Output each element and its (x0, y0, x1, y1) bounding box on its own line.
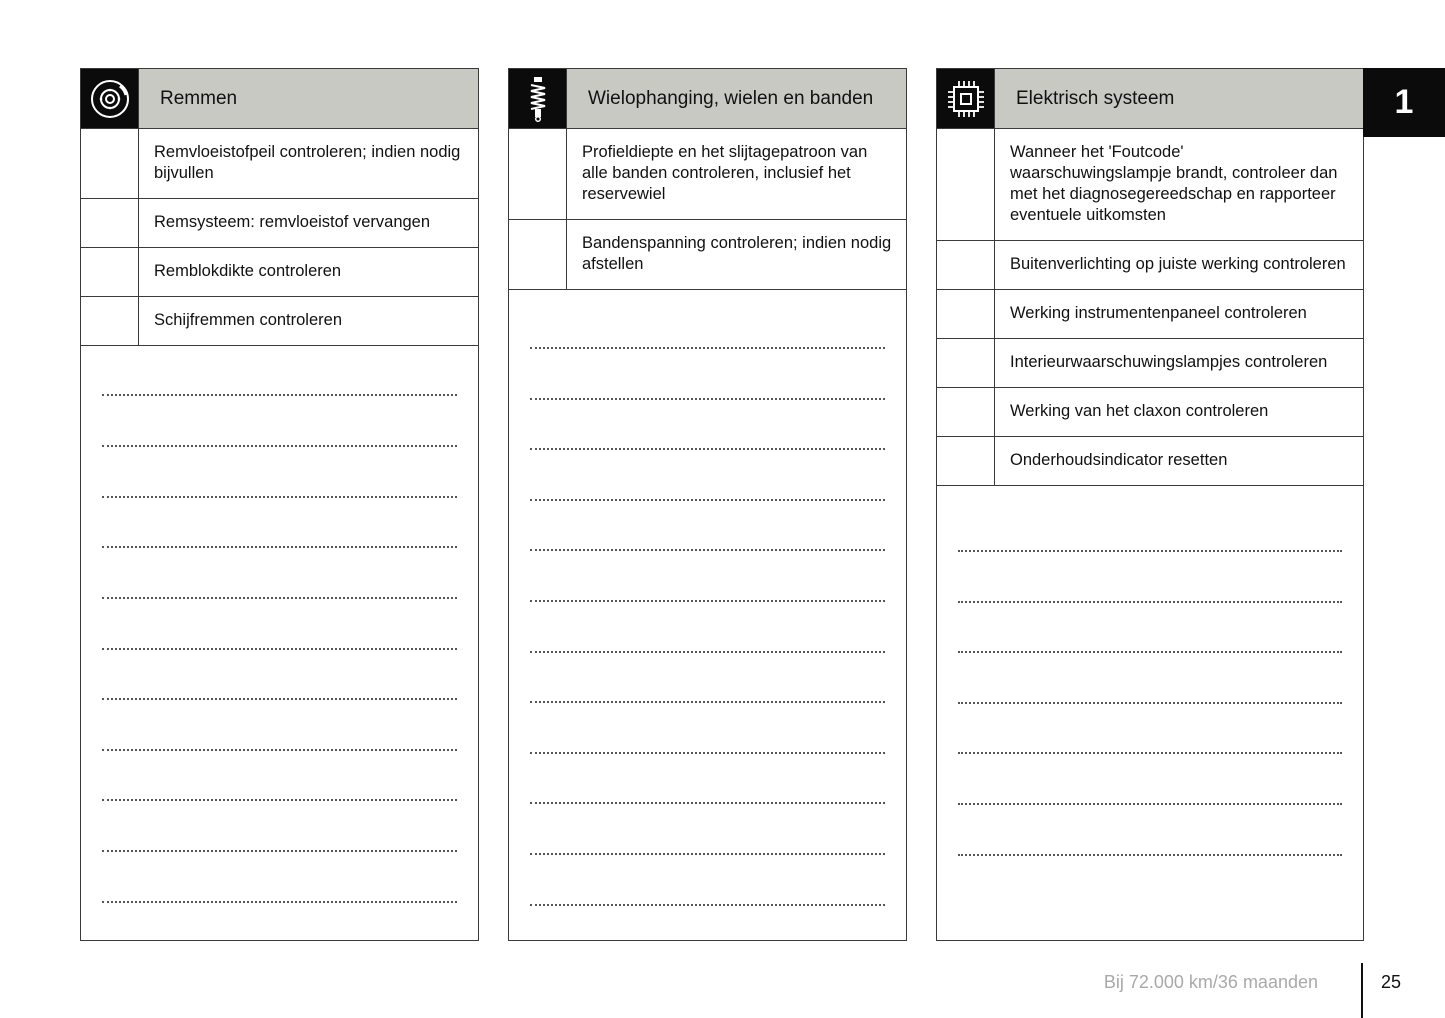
checkbox-cell[interactable] (81, 199, 138, 247)
section-title: Elektrisch systeem (994, 69, 1363, 128)
footer-divider (1361, 963, 1363, 1018)
note-line (530, 701, 885, 703)
checklist-item-text: Werking instrumentenpaneel controleren (994, 290, 1363, 338)
note-line (530, 347, 885, 349)
note-line (530, 853, 885, 855)
checklist-row (81, 297, 478, 346)
checkbox-cell[interactable] (81, 248, 138, 296)
chip-icon (937, 69, 994, 128)
note-line (958, 854, 1342, 856)
checklist-item-text: Remsysteem: remvloeistof vervangen (138, 199, 478, 247)
page-number: 25 (1381, 972, 1402, 992)
notes-area[interactable] (81, 346, 478, 933)
note-line (102, 749, 457, 751)
note-line (102, 698, 457, 700)
note-line (958, 702, 1342, 704)
checklist-row (937, 290, 1363, 339)
section-title: Remmen (138, 69, 478, 128)
shock-absorber-icon (509, 69, 566, 128)
note-line (530, 904, 885, 906)
checklist-row (81, 199, 478, 248)
checklist-item-text: Onderhoudsindicator resetten (994, 437, 1363, 485)
note-line (530, 752, 885, 754)
note-line (102, 445, 457, 447)
section-header (937, 69, 1363, 129)
checklist-row (937, 339, 1363, 388)
note-line (958, 601, 1342, 603)
section-header (81, 69, 478, 129)
checklist-item-text: Buitenverlichting op juiste werking controleren (994, 241, 1363, 289)
note-line (530, 651, 885, 653)
checklist-row (937, 129, 1363, 241)
notes-area[interactable] (509, 290, 906, 936)
checkbox-cell[interactable] (937, 241, 994, 289)
note-line (530, 398, 885, 400)
note-line (102, 648, 457, 650)
note-line (530, 802, 885, 804)
checkbox-cell[interactable] (509, 129, 566, 219)
checklist-item-text: Wanneer het 'Foutcode' waarschuwingslampje brandt, controleer dan met het diagnosegereedschap en rapporteer eventuele uitkomsten (994, 129, 1363, 240)
section-panel-remmen (80, 68, 479, 941)
checkbox-cell[interactable] (509, 220, 566, 289)
checklist-row (937, 241, 1363, 290)
checklist-item-text: Remvloeistofpeil controleren; indien nodig bijvullen (138, 129, 478, 198)
note-line (958, 803, 1342, 805)
note-line (958, 550, 1342, 552)
note-line (530, 448, 885, 450)
checklist-item-text: Schijfremmen controleren (138, 297, 478, 345)
chapter-tab: 1 (1363, 68, 1445, 137)
brake-disc-icon (81, 69, 138, 128)
note-line (530, 600, 885, 602)
checklist-row (509, 220, 906, 290)
checklist-item-text: Profieldiepte en het slijtagepatroon van alle banden controleren, inclusief het reservewiel (566, 129, 906, 219)
checkbox-cell[interactable] (937, 339, 994, 387)
checklist-item-text: Interieurwaarschuwingslampjes controleren (994, 339, 1363, 387)
note-line (958, 651, 1342, 653)
checklist-row (81, 248, 478, 297)
checklist-item-text: Remblokdikte controleren (138, 248, 478, 296)
note-line (102, 850, 457, 852)
checklist-row (937, 437, 1363, 486)
checklist-row (509, 129, 906, 220)
service-interval-label: Bij 72.000 km/36 maanden (1103, 972, 1318, 992)
section-panel-elektrisch (936, 68, 1364, 941)
checklist-item-text: Bandenspanning controleren; indien nodig afstellen (566, 220, 906, 289)
checkbox-cell[interactable] (937, 290, 994, 338)
section-header (509, 69, 906, 129)
notes-area[interactable] (937, 486, 1363, 885)
note-line (102, 546, 457, 548)
checklist-item-text: Werking van het claxon controleren (994, 388, 1363, 436)
checklist-row (937, 388, 1363, 437)
checkbox-cell[interactable] (81, 129, 138, 198)
note-line (102, 394, 457, 396)
checkbox-cell[interactable] (937, 437, 994, 485)
section-title: Wielophanging, wielen en banden (566, 69, 906, 128)
note-line (958, 752, 1342, 754)
note-line (530, 499, 885, 501)
note-line (102, 597, 457, 599)
note-line (102, 799, 457, 801)
checkbox-cell[interactable] (937, 129, 994, 240)
section-panel-wielophanging (508, 68, 907, 941)
note-line (102, 901, 457, 903)
checkbox-cell[interactable] (81, 297, 138, 345)
note-line (530, 549, 885, 551)
checkbox-cell[interactable] (937, 388, 994, 436)
checklist-row (81, 129, 478, 199)
note-line (102, 496, 457, 498)
